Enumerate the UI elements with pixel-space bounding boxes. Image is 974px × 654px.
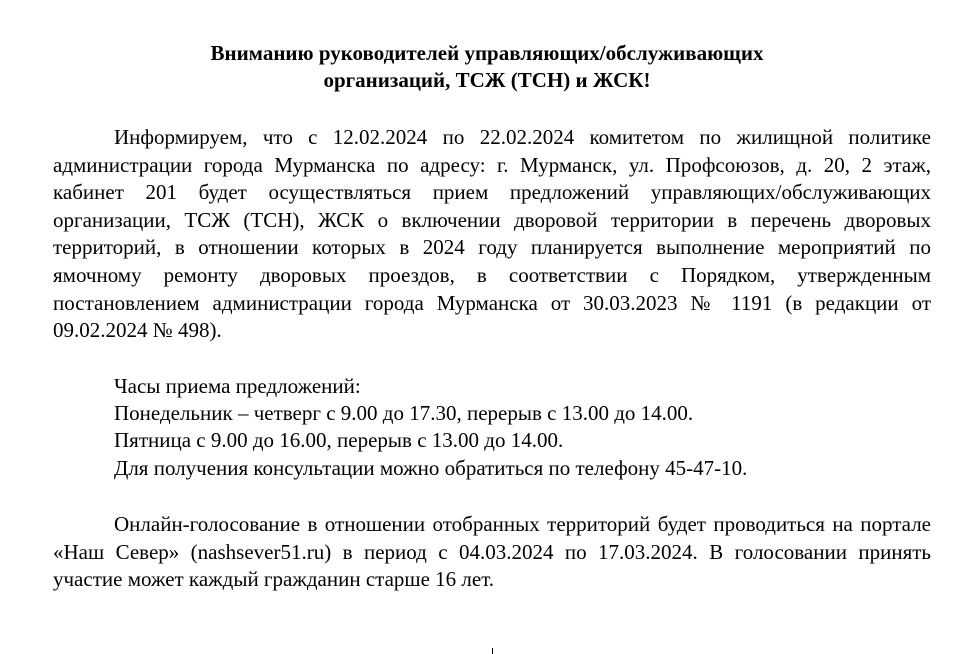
reception-hours-friday: Пятница с 9.00 до 16.00, перерыв с 13.00 до 14.00. [114, 428, 564, 452]
notice-title-line-2: организаций, ТСЖ (ТСН) и ЖСК! [323, 68, 651, 92]
reception-hours-mon-thu: Понедельник – четверг с 9.00 до 17.30, перерыв с 13.00 до 14.00. [114, 401, 694, 425]
notice-title [0, 40, 974, 94]
intro-paragraph: Информируем, что с 12.02.2024 по 22.02.2024 комитетом по жилищной политике администрации города Мурманска по адресу: г. Мурманск, ул. Профсоюзов, д. 20, 2 этаж, кабинет 201 будет осуществляться прием предложений управляющих/обслуживающих организации, ТСЖ (ТСН), ЖСК о включении дворовой территории в перечень дворовых территорий, в отношении которых в 2024 году планируется выполнение мероприятий по ямочному ремонту дворовых проездов, в соответствии с Порядком, утвержденным постановлением администрации города Мурманска от 30.03.2023 № 1191 (в редакции от 09.02.2024 № 498). [53, 125, 931, 343]
online-voting-paragraph: Онлайн-голосование в отношении отобранных территорий будет проводиться на портале «Наш Север» (nashsever51.ru) в период с 04.03.2024 по 17.03.2024. В голосовании принять участие может каждый гражданин старше 16 лет. [53, 512, 931, 592]
page-edge-mark [492, 648, 493, 654]
reception-hours-label: Часы приема предложений: [114, 374, 361, 398]
notice-title-line-1: Вниманию руководителей управляющих/обслуживающих [210, 41, 764, 65]
consultation-phone-line: Для получения консультации можно обратиться по телефону 45-47-10. [114, 456, 748, 480]
